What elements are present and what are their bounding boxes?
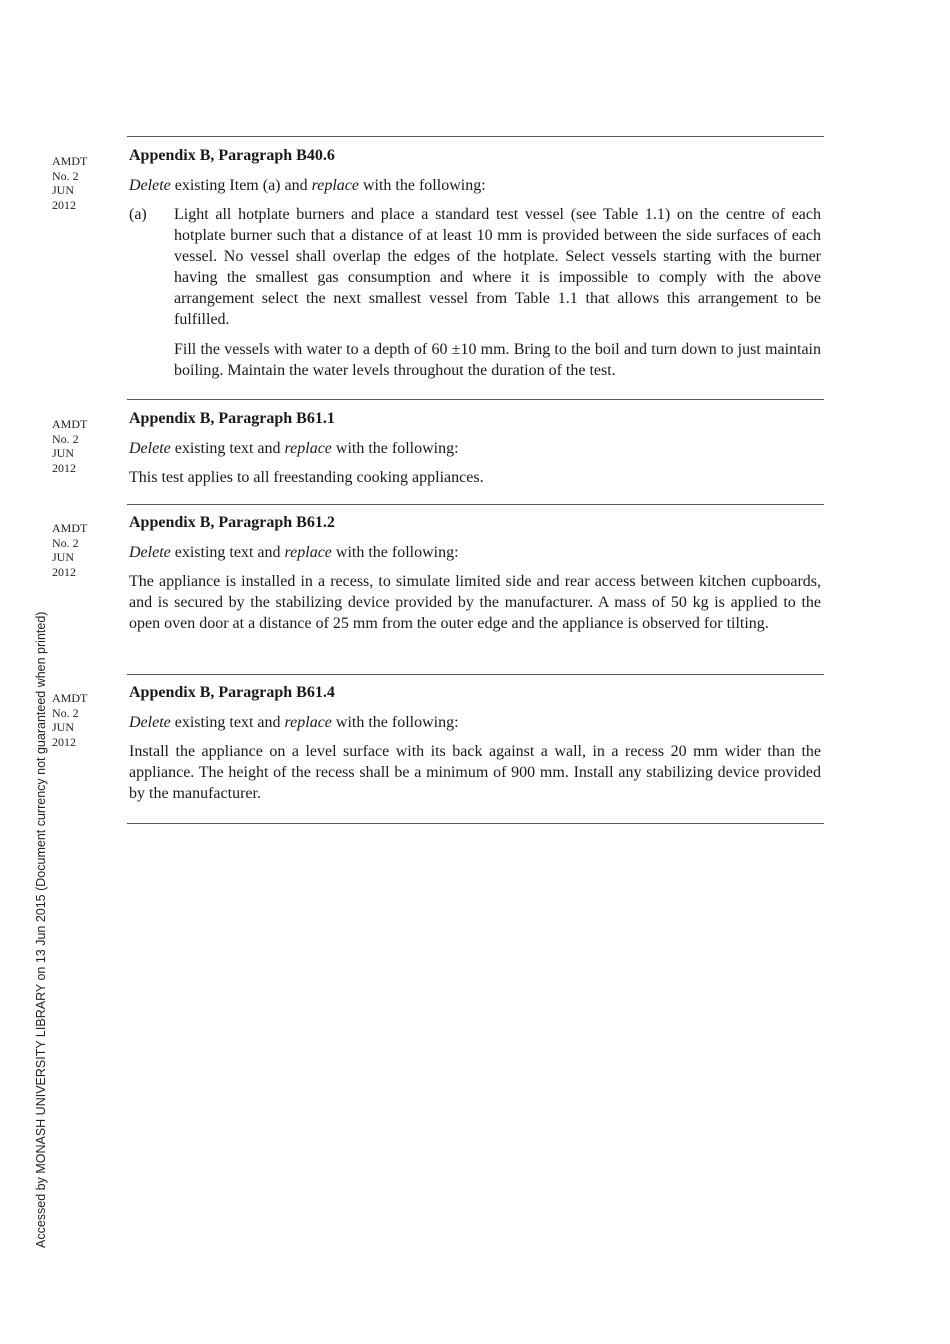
list-item: [129, 204, 821, 330]
section-b61-1: [129, 408, 821, 488]
instruction-middle: existing text and: [170, 544, 285, 561]
instruction-replace: replace: [284, 440, 332, 457]
section-heading: Appendix B, Paragraph B61.4: [129, 684, 335, 701]
instruction-replace: replace: [311, 177, 359, 194]
section-instruction: [129, 175, 821, 196]
instruction-delete: Delete: [129, 544, 171, 561]
amendment-tag-label: AMDT: [52, 521, 88, 535]
instruction-replace: replace: [284, 544, 332, 561]
amendment-tag-year: 2012: [52, 460, 76, 475]
instruction-end: with the following:: [331, 440, 459, 457]
section-divider-bottom: [127, 823, 824, 824]
section-b40-6: [129, 145, 821, 381]
section-instruction: [129, 712, 821, 733]
amendment-tag-year: 2012: [52, 734, 76, 749]
instruction-end: with the following:: [331, 714, 459, 731]
section-body: Install the appliance on a level surface with its back against a wall, in a recess 20 mm wider than the appliance. The height of the recess shall be a minimum of 900 mm. Install any stabilizing device provided by the manufacturer.: [129, 743, 821, 802]
instruction-end: with the following:: [331, 544, 459, 561]
access-notice: Accessed by MONASH UNIVERSITY LIBRARY on 13 Jun 2015 (Document currency not guaranteed when printed): [34, 611, 48, 1248]
section-instruction: [129, 542, 821, 563]
amendment-tag-year: 2012: [52, 197, 76, 212]
instruction-middle: existing text and: [170, 440, 285, 457]
amendment-tag-number: No. 2: [52, 535, 79, 550]
list-item-text: Light all hotplate burners and place a standard test vessel (see Table 1.1) on the centre of each hotplate burner such that a distance of at least 10 mm is provided between the side surfaces of each vessel. No vessel shall overlap the edges of the hotplate. Select vessels starting with the burner having the smallest gas consumption and where it is impossible to comply with the above arrangement select the next smallest vessel from Table 1.1 that allows this arrangement to be fulfilled.: [174, 206, 821, 328]
amendment-tag-label: AMDT: [52, 691, 88, 705]
amendment-tag-number: No. 2: [52, 431, 79, 446]
amendment-tag-month: JUN: [52, 720, 75, 734]
instruction-replace: replace: [284, 714, 332, 731]
amendment-tag-number: No. 2: [52, 705, 79, 720]
section-b61-4: [129, 682, 821, 804]
section-divider: [127, 674, 824, 675]
section-body: The appliance is installed in a recess, to simulate limited side and rear access between kitchen cupboards, and is secured by the stabilizing device provided by the manufacturer. A mass of 50 kg is applied to the open oven door at a distance of 25 mm from the outer edge and the appliance is observed for tilting.: [129, 573, 821, 632]
amendment-tag: [52, 417, 87, 475]
section-body: This test applies to all freestanding cooking appliances.: [129, 469, 484, 486]
instruction-middle: existing Item (a) and: [170, 177, 312, 194]
amendment-tag-month: JUN: [52, 183, 75, 197]
section-heading: Appendix B, Paragraph B40.6: [129, 147, 335, 164]
instruction-end: with the following:: [358, 177, 486, 194]
amendment-tag-month: JUN: [52, 550, 75, 564]
list-item-continuation: Fill the vessels with water to a depth of 60 ±10 mm. Bring to the boil and turn down to just maintain boiling. Maintain the water levels throughout the duration of the test.: [174, 341, 821, 379]
amendment-tag: [52, 154, 87, 212]
section-b61-2: [129, 512, 821, 634]
amendment-tag-year: 2012: [52, 564, 76, 579]
section-heading: Appendix B, Paragraph B61.1: [129, 410, 335, 427]
instruction-middle: existing text and: [170, 714, 285, 731]
section-divider-top: [127, 136, 824, 137]
amendment-tag-month: JUN: [52, 446, 75, 460]
amendment-tag-number: No. 2: [52, 168, 79, 183]
list-item-label: (a): [129, 206, 147, 223]
amendment-tag: [52, 691, 87, 749]
instruction-delete: Delete: [129, 714, 171, 731]
instruction-delete: Delete: [129, 177, 171, 194]
amendment-tag-label: AMDT: [52, 417, 88, 431]
section-divider: [127, 504, 824, 505]
amendment-tag-label: AMDT: [52, 154, 88, 168]
section-divider: [127, 399, 824, 400]
instruction-delete: Delete: [129, 440, 171, 457]
section-instruction: [129, 438, 821, 459]
section-heading: Appendix B, Paragraph B61.2: [129, 514, 335, 531]
amendment-tag: [52, 521, 87, 579]
